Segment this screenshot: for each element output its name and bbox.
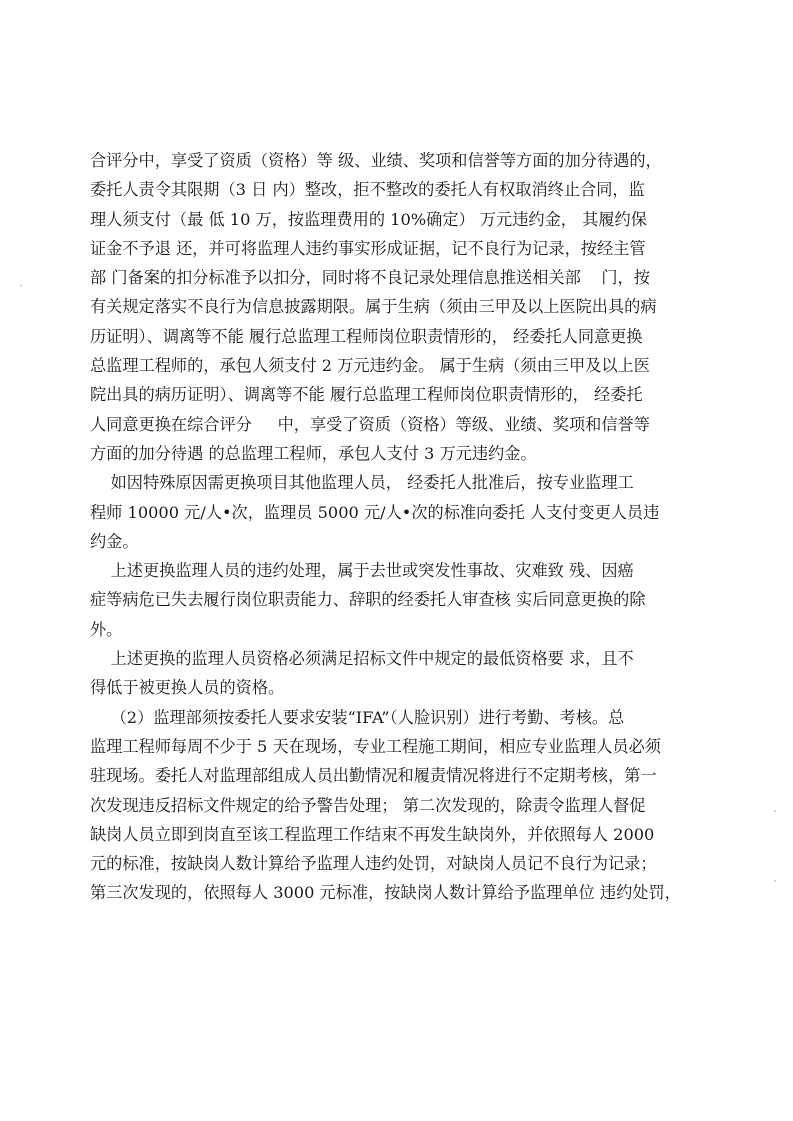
scan-speck: [774, 880, 776, 882]
text-line: 理人须支付（最 低 10 万，按监理费用的 10%确定） 万元违约金， 其履约保: [90, 209, 647, 229]
text-line: 如因特殊原因需更换项目其他监理人员， 经委托人批准后，按专业监理工: [90, 473, 634, 493]
text-line: 得低于被更换人员的资格。: [90, 678, 285, 698]
scan-speck: [774, 810, 776, 812]
text-line: 第三次发现的，依照每人 3000 元标准，按缺岗人数计算给予监理单位 违约处罚，: [90, 883, 681, 903]
text-line: 历证明）、调离等不能 履行总监理工程师岗位职责情形的， 经委托人同意更换: [90, 326, 643, 346]
text-line: （2）监理部须按委托人要求安装“IFA”（人脸识别）进行考勤、考核。总: [90, 707, 625, 727]
text-line: 方面的加分待遇 的总监理工程师，承包人支付 3 万元违约金。: [90, 443, 537, 463]
text-line: 症等病危已失去履行岗位职责能力、辞职的经委托人审查核 实后同意更换的除: [90, 590, 646, 610]
text-line: 约金。: [90, 531, 139, 551]
text-line: 元的标准，按缺岗人数计算给予监理人违约处罚，对缺岗人员记不良行为记录；: [90, 854, 657, 874]
text-line: 总监理工程师的，承包人须支付 2 万元违约金。 属于生病（须由三甲及以上医: [90, 356, 650, 376]
text-line: 外。: [90, 619, 123, 639]
text-line: 委托人责令其限期（3 日 内）整改，拒不整改的委托人有权取消终止合同，监: [90, 180, 645, 200]
text-line: 人同意更换在综合评分 中，享受了资质（资格）等级、业绩、奖项和信誉等: [90, 414, 650, 434]
scan-speck: [20, 285, 22, 287]
text-line: 程师 10000 元/人•次，监理员 5000 元/人•次的标准向委托 人支付变更人员违: [90, 502, 660, 522]
text-line: 驻现场。委托人对监理部组成人员出勤情况和履责情况将进行不定期考核，第一: [90, 766, 657, 786]
document-body: [90, 146, 720, 908]
text-line: 证金不予退 还，并可将监理人违约事实形成证据，记不良行为记录，按经主管: [90, 238, 646, 258]
text-line: 院出具的病历证明）、调离等不能 履行总监理工程师岗位职责情形的， 经委托: [90, 385, 643, 405]
text-line: 上述更换的监理人员资格必须满足招标文件中规定的最低资格要 求，且不: [90, 649, 634, 669]
text-line: 部 门备案的扣分标准予以扣分，同时将不良记录处理信息推送相关部 门，按: [90, 268, 650, 288]
text-line: 监理工程师每周不少于 5 天在现场，专业工程施工期间，相应专业监理人员必须: [90, 736, 661, 756]
text-line: 次发现违反招标文件规定的给予警告处理； 第二次发现的，除责令监理人督促: [90, 795, 646, 815]
text-line: 有关规定落实不良行为信息披露期限。属于生病（须由三甲及以上医院出具的病: [90, 297, 657, 317]
text-line: 缺岗人员立即到岗直至该工程监理工作结束不再发生缺岗外，并依照每人 2000: [90, 824, 655, 844]
text-line: 上述更换监理人员的违约处理，属于去世或突发性事故、灾难致 残、因癌: [90, 561, 634, 581]
text-line: 合评分中，享受了资质（资格）等 级、业绩、奖项和信誉等方面的加分待遇的，: [90, 151, 662, 170]
